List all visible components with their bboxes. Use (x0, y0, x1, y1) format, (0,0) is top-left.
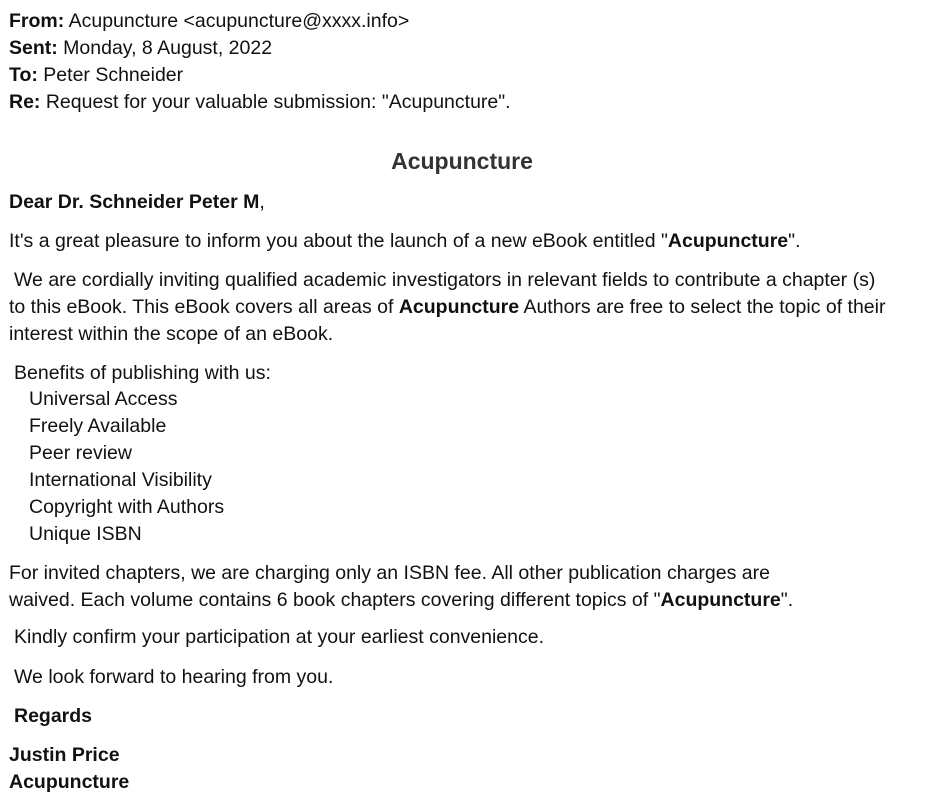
benefit-item: Universal Access (29, 388, 178, 410)
intro-ebook-name: Acupuncture (667, 230, 789, 252)
fee-line-1: For invited chapters, we are charging only an ISBN fee. All other publication charges are (9, 562, 770, 584)
fee-ebook-name: Acupuncture (660, 589, 781, 611)
subject-label: Re: (9, 91, 41, 113)
confirm-request: Kindly confirm your participation at your earliest convenience. (14, 626, 545, 648)
intro-suffix: ". (788, 230, 801, 252)
benefit-item: Copyright with Authors (29, 496, 225, 518)
invite-line-3: interest within the scope of an eBook. (9, 323, 334, 345)
fee-line-2-suffix: ". (780, 589, 794, 611)
salutation-comma: , (259, 191, 265, 213)
benefit-item: Peer review (29, 442, 132, 464)
fee-line-2-prefix: waived. Each volume contains 6 book chapters covering different topics of " (9, 589, 661, 611)
invite-line-2-prefix: to this eBook. This eBook covers all areas of (9, 296, 399, 318)
from-value: Acupuncture <acupuncture@xxxx.info> (68, 10, 410, 32)
invite-ebook-name: Acupuncture (398, 296, 520, 318)
invite-line-2-suffix: Authors are free to select the topic of their (519, 296, 886, 318)
invite-line-2 (9, 294, 885, 321)
signature-name (9, 742, 120, 769)
benefit-item: International Visibility (29, 469, 212, 491)
salutation (9, 189, 265, 216)
signature-org (9, 769, 129, 796)
subject-line (9, 89, 511, 116)
ebook-title: Acupuncture (391, 148, 533, 174)
subject-value: Request for your valuable submission: "Acupuncture". (45, 91, 511, 113)
intro-paragraph (9, 228, 801, 255)
benefits-heading: Benefits of publishing with us: (14, 362, 271, 384)
sent-line (9, 35, 272, 62)
regards (14, 703, 92, 730)
look-forward: We look forward to hearing from you. (14, 666, 334, 688)
sent-value: Monday, 8 August, 2022 (63, 37, 273, 59)
signature-org-text: Acupuncture (9, 771, 130, 793)
fee-line-2 (9, 587, 793, 614)
sent-label: Sent: (9, 37, 58, 59)
to-value: Peter Schneider (43, 64, 184, 86)
to-label: To: (9, 64, 38, 86)
from-line (9, 8, 409, 35)
salutation-name: Dear Dr. Schneider Peter M (9, 191, 260, 213)
invite-line-1: We are cordially inviting qualified academic investigators in relevant fields to contribute a chapter (s) (14, 269, 876, 291)
benefit-item: Unique ISBN (29, 523, 142, 545)
benefit-item: Freely Available (29, 415, 167, 437)
signature-name-text: Justin Price (9, 744, 120, 766)
from-label: From: (9, 10, 65, 32)
regards-text: Regards (14, 705, 93, 727)
to-line (9, 62, 183, 89)
intro-prefix: It's a great pleasure to inform you about the launch of a new eBook entitled " (9, 230, 668, 252)
